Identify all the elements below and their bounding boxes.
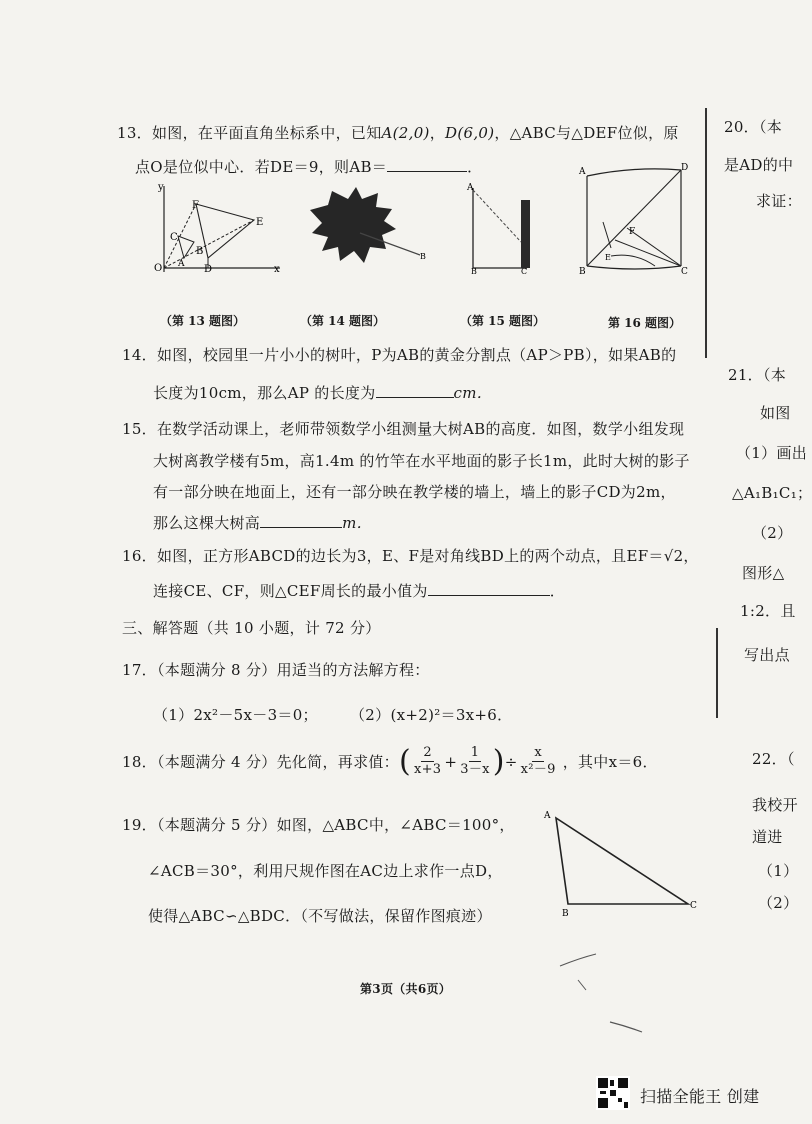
fig13-label-B: B [196, 246, 204, 257]
fig16-label-B: B [579, 267, 586, 277]
figure-16-square [575, 162, 695, 280]
fig13-label-D: D [204, 264, 213, 275]
q22-line1: 22．（ [752, 750, 795, 768]
q17-line1: 17．（本题满分 8 分）用适当的方法解方程： [122, 661, 430, 679]
figure-19-triangle [540, 808, 705, 918]
q19-line2: ∠ACB＝30°，利用尺规作图在AC边上求作一点D， [148, 862, 503, 880]
q21-part1: （1）画出 [736, 444, 808, 462]
fig19-label-A: A [544, 811, 551, 821]
q18-line: 18．（本题满分 4 分）先化简，再求值： ( $\frac{2}{x+3}$ + $\frac{1}{3-x}$ ) ÷ $\frac{x}{\text{x²－9}}$ ，其中x＝6． [122, 744, 658, 779]
q17-eq2: （2）(x+2)²＝3x+6． [350, 706, 513, 724]
q17-eq1: （1）2x²－5x－3＝0； [153, 706, 318, 724]
q22-line2: 我校开 [752, 796, 798, 814]
q19-line3: 使得△ABC∽△BDC．（不写做法，保留作图痕迹） [148, 907, 492, 925]
q20-prove: 求证： [756, 192, 802, 210]
q19-line1: 19．（本题满分 5 分）如图，△ABC中，∠ABC＝100°， [122, 816, 515, 834]
fig19-label-B: B [562, 909, 569, 919]
fig16-label-F: F [629, 227, 636, 237]
fig13-label-E: E [256, 217, 264, 228]
fig13-label-F: F [192, 200, 199, 211]
column-divider-top [705, 108, 707, 358]
fig13-label-C: C [170, 232, 178, 243]
q14-line2: 长度为10cm，那么AP 的长度为 cm． [153, 384, 493, 402]
fig15-label-C: C [521, 267, 528, 276]
fig15-label-B: B [471, 267, 477, 276]
fig19-label-C: C [690, 901, 697, 911]
q21-part2c: 1:2．且 [740, 602, 796, 620]
q22-line3: 道进 [752, 828, 783, 846]
qr-code-icon [596, 1076, 630, 1110]
page-footer: 第3页（共6页） [360, 982, 452, 996]
q15-line2: 大树离教学楼有5m，高1.4m 的竹竿在水平地面的影子长1m，此时大树的影子 [153, 452, 690, 470]
q16-line2: 连接CE、CF，则△CEF周长的最小值为 ． [153, 582, 565, 600]
caption-fig13: （第 13 题图） [160, 314, 246, 328]
column-divider-bottom [716, 628, 718, 718]
q18-fraction-1: $\frac{2}{x+3}$ [413, 744, 442, 777]
q13-line2: 点O是位似中心．若DE＝9，则AB＝ ． [135, 158, 483, 176]
caption-fig15: （第 15 题图） [460, 314, 546, 328]
q13-answer-blank[interactable] [387, 159, 467, 172]
q13-line1: 13．如图，在平面直角坐标系中，已知A(2,0)，D(6,0)，△ABC与△DEF位似，原 [117, 124, 679, 142]
q20-line2: 是AD的中 [724, 156, 794, 174]
section-3-heading: 三、解答题（共 10 小题，计 72 分） [122, 619, 381, 637]
fig13-label-y: y [158, 182, 164, 193]
q18-fraction-2: $\frac{1}{3-x}$ [460, 744, 490, 777]
q15-line1: 15．在数学活动课上，老师带领数学小组测量大树AB的高度．如图，数学小组发现 [122, 420, 685, 438]
fig16-label-A: A [579, 167, 586, 177]
fig13-label-O: O [154, 263, 163, 274]
q21-part2: （2） [752, 524, 793, 542]
fig15-label-A: A [467, 183, 474, 193]
q22-part2: （2） [758, 894, 799, 912]
fig13-label-A: A [178, 259, 185, 269]
q16-line1: 16．如图，正方形ABCD的边长为3，E、F是对角线BD上的两个动点，且EF＝√2， [122, 547, 699, 565]
q22-part1: （1） [758, 862, 799, 880]
fig14-label-B: B [420, 252, 426, 261]
q14-answer-blank[interactable] [376, 385, 454, 398]
watermark-text: 扫描全能王 创建 [640, 1087, 760, 1106]
fig16-label-E: E [605, 253, 611, 262]
q21-part1b: △A₁B₁C₁； [732, 484, 812, 502]
q20-line1: 20．（本 [724, 118, 783, 136]
figure-15-tree-building [465, 180, 545, 275]
q18-fraction-3: $\frac{x}{\text{x²－9}}$ [520, 744, 556, 777]
q21-line2: 如图 [760, 404, 791, 422]
fig13-label-x: x [274, 264, 280, 275]
q21-line1: 21．（本 [728, 366, 787, 384]
q21-part2d: 写出点 [744, 646, 790, 664]
q21-part2b: 图形△ [742, 564, 785, 582]
caption-fig14: （第 14 题图） [300, 314, 386, 328]
pencil-marks [550, 940, 660, 1040]
q15-line4: 那么这棵大树高 m． [153, 514, 372, 532]
q16-answer-blank[interactable] [428, 583, 550, 596]
caption-fig16: 第 16 题图） [608, 316, 682, 330]
q15-answer-blank[interactable] [260, 515, 342, 528]
q14-line1: 14．如图，校园里一片小小的树叶，P为AB的黄金分割点（AP＞PB），如果AB的 [122, 346, 677, 364]
figure-14-leaf [300, 185, 430, 270]
fig16-label-D: D [681, 163, 689, 173]
q15-line3: 有一部分映在地面上，还有一部分映在教学楼的墙上，墙上的影子CD为2m， [153, 483, 676, 501]
fig16-label-C: C [681, 267, 688, 277]
figure-13-coordinate-diagram [150, 180, 285, 275]
